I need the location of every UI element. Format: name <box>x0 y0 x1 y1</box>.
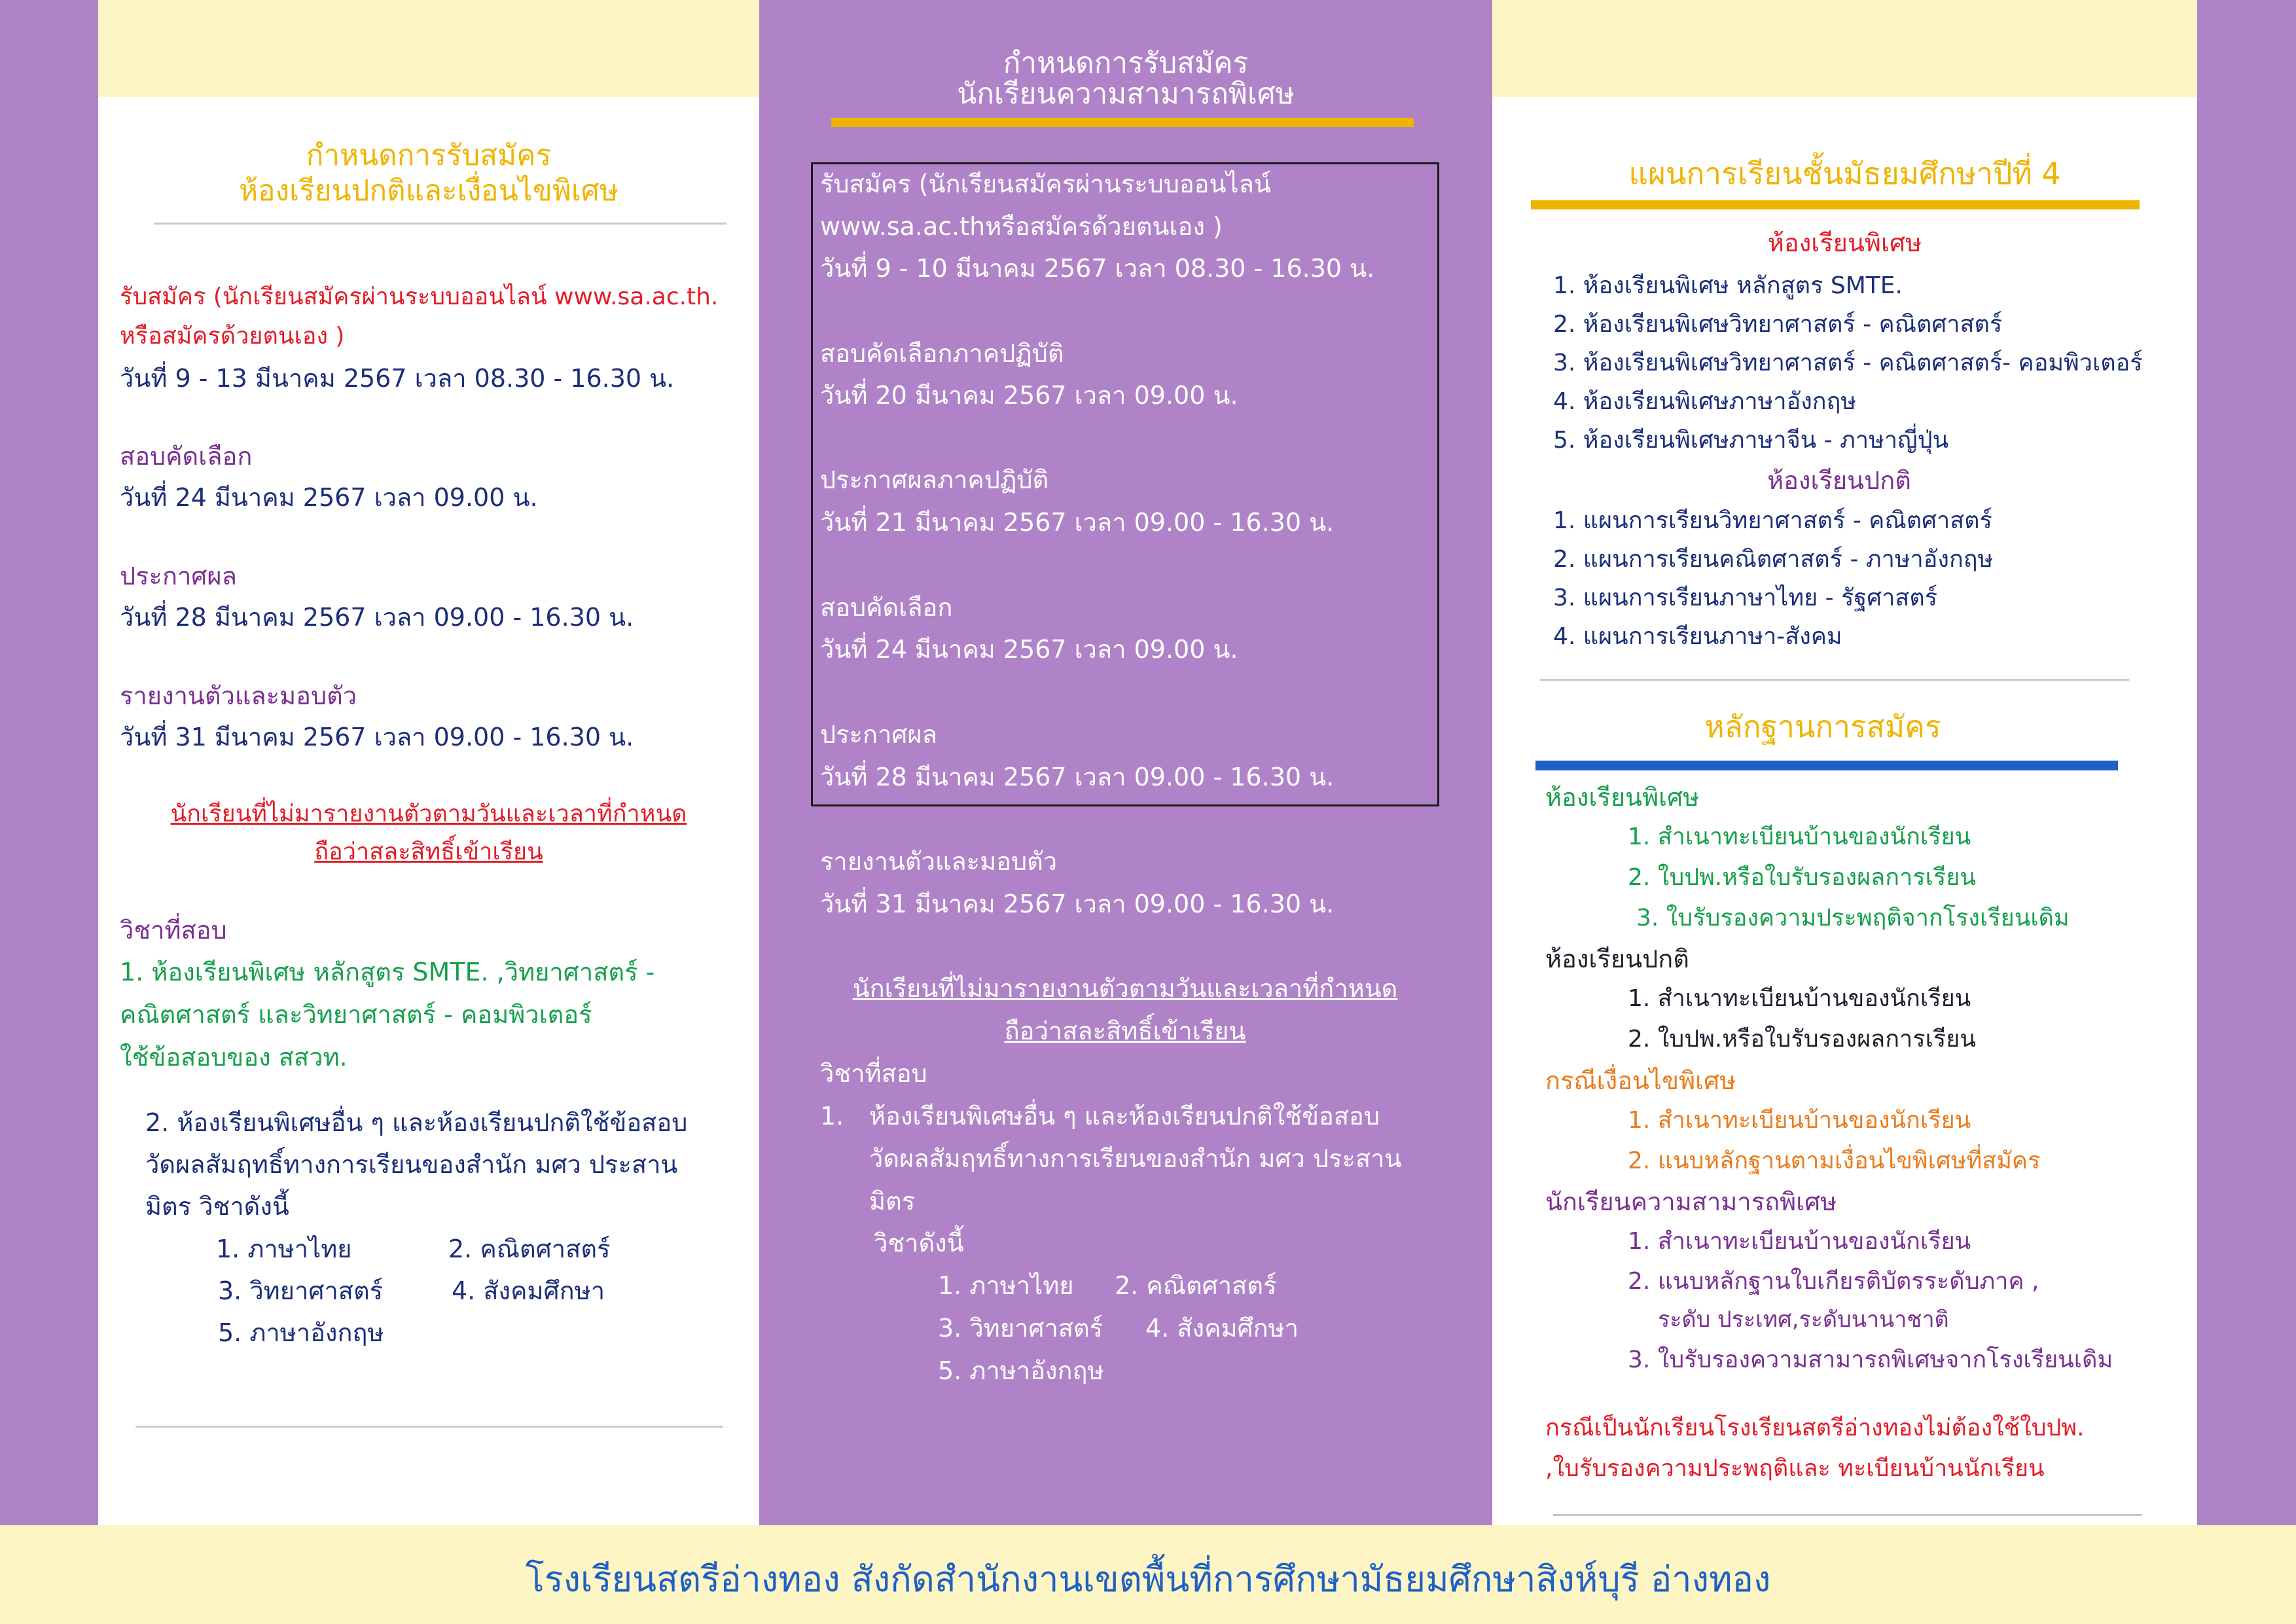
right-regular-item-2: 2. แผนการเรียนคณิตศาสตร์ - ภาษาอังกฤษ <box>1553 546 1994 573</box>
middle-subject-science: 3. วิทยาศาสตร์ <box>938 1314 1103 1343</box>
left-subject-math: 2. คณิตศาสตร์ <box>448 1235 611 1263</box>
right-docs-condition-label: กรณีเงื่อนไขพิเศษ <box>1545 1066 1736 1095</box>
right-docs-special-label: ห้องเรียนพิเศษ <box>1545 783 1700 812</box>
middle-title-line2: นักเรียนความสามารถพิเศษ <box>957 77 1295 111</box>
right-special-item-2: 2. ห้องเรียนพิเศษวิทยาศาสตร์ - คณิตศาสตร์ <box>1553 311 2003 338</box>
middle-exam-label: สอบคัดเลือก <box>820 593 953 622</box>
middle-subject-thai: 1. ภาษาไทย <box>938 1271 1074 1300</box>
left-subject-social: 4. สังคมศึกษา <box>452 1276 605 1305</box>
right-middle-divider <box>1540 679 2129 681</box>
right-regular-heading: ห้องเรียนปกติ <box>1767 466 1911 495</box>
right-docs-title-underline <box>1535 761 2118 770</box>
right-special-item-4: 4. ห้องเรียนพิเศษภาษาอังกฤษ <box>1553 388 1857 415</box>
right-docs-talent-item-3: 3. ใบรับรองความสามารถพิเศษจากโรงเรียนเดิม <box>1628 1346 2113 1373</box>
left-s2-line2: วัดผลสัมฤทธิ์ทางการเรียนของสำนัก มศว ประสาน <box>145 1150 678 1179</box>
middle-warning-line1: นักเรียนที่ไม่มารายงานตัวตามวันและเวลาที่กำหนด <box>852 974 1398 1003</box>
right-docs-talent-label: นักเรียนความสามารถพิเศษ <box>1545 1187 1837 1216</box>
left-title-divider <box>154 223 726 225</box>
middle-exam-date: วันที่ 24 มีนาคม 2567 เวลา 09.00 น. <box>820 635 1238 664</box>
left-exam-label: สอบคัดเลือก <box>120 442 253 471</box>
middle-subject-english: 5. ภาษาอังกฤษ <box>938 1356 1104 1385</box>
left-s2-line3: มิตร วิชาดังนี้ <box>145 1192 289 1221</box>
right-docs-regular-item-2: 2. ใบปพ.หรือใบรับรองผลการเรียน <box>1628 1026 1976 1053</box>
right-docs-condition-item-1: 1. สำเนาทะเบียนบ้านของนักเรียน <box>1628 1107 1971 1134</box>
right-docs-condition-item-2: 2. แนบหลักฐานตามเงื่อนไขพิเศษที่สมัคร <box>1628 1147 2041 1174</box>
middle-apply-line1: รับสมัคร (นักเรียนสมัครผ่านระบบออนไลน์ <box>820 170 1271 198</box>
right-docs-talent-item-1: 1. สำเนาทะเบียนบ้านของนักเรียน <box>1628 1228 1971 1255</box>
left-warning-line1: นักเรียนที่ไม่มารายงานตัวตามวันและเวลาที่กำหนด <box>170 801 687 827</box>
middle-apply-date: วันที่ 9 - 10 มีนาคม 2567 เวลา 08.30 - 16.30 น. <box>820 254 1375 283</box>
right-special-item-1: 1. ห้องเรียนพิเศษ หลักสูตร SMTE. <box>1553 272 1903 299</box>
left-report-date: วันที่ 31 มีนาคม 2567 เวลา 09.00 - 16.30 น. <box>120 723 634 751</box>
left-announce-date: วันที่ 28 มีนาคม 2567 เวลา 09.00 - 16.30 น. <box>120 603 634 632</box>
left-edge-band <box>0 0 98 1525</box>
footer-school-name: โรงเรียนสตรีอ่างทอง สังกัดสำนักงานเขตพื้นที่การศึกษามัธยมศึกษาสิงห์บุรี อ่างทอง <box>525 1559 1771 1600</box>
middle-subjects-number: 1. <box>820 1102 844 1130</box>
right-note-line2: ,ใบรับรองความประพฤติและ ทะเบียนบ้านนักเรียน <box>1545 1455 2045 1482</box>
right-special-item-5: 5. ห้องเรียนพิเศษภาษาจีน - ภาษาญี่ปุ่น <box>1553 427 1949 454</box>
left-subject-english: 5. ภาษาอังกฤษ <box>218 1318 384 1347</box>
middle-title-line1: กำหนดการรับสมัคร <box>1003 46 1249 80</box>
right-plan-title: แผนการเรียนชั้นมัธยมศึกษาปีที่ 4 <box>1628 156 2061 191</box>
left-bottom-divider <box>135 1426 723 1428</box>
middle-announce-label: ประกาศผล <box>820 720 937 749</box>
right-docs-title: หลักฐานการสมัคร <box>1704 709 1941 744</box>
left-apply-label-b: หรือสมัครด้วยตนเอง ) <box>120 323 345 350</box>
right-docs-regular-label: ห้องเรียนปกติ <box>1545 945 1689 973</box>
left-apply-date: วันที่ 9 - 13 มีนาคม 2567 เวลา 08.30 - 16.30 น. <box>120 364 675 393</box>
middle-subject-math: 2. คณิตศาสตร์ <box>1115 1271 1277 1300</box>
right-docs-talent-item-2-cont: ระดับ ประเทศ,ระดับนานาชาติ <box>1658 1307 1949 1333</box>
left-subjects-label: วิชาที่สอบ <box>120 916 227 945</box>
right-regular-item-3: 3. แผนการเรียนภาษาไทย - รัฐศาสตร์ <box>1553 585 1938 611</box>
right-regular-item-1: 1. แผนการเรียนวิทยาศาสตร์ - คณิตศาสตร์ <box>1553 507 1992 534</box>
right-edge-band <box>2197 0 2296 1525</box>
right-plan-title-underline <box>1531 200 2140 209</box>
right-note-line1: กรณีเป็นนักเรียนโรงเรียนสตรีอ่างทองไม่ต้องใช้ใบปพ. <box>1545 1415 2085 1441</box>
right-docs-special-item-3: 3. ใบรับรองความประพฤติจากโรงเรียนเดิม <box>1636 905 2070 931</box>
left-s1-line1: 1. ห้องเรียนพิเศษ หลักสูตร SMTE. ,วิทยาศาสตร์ - <box>120 958 655 986</box>
left-subject-thai: 1. ภาษาไทย <box>216 1235 352 1263</box>
middle-s-line3: มิตร <box>869 1187 916 1216</box>
middle-subjects-label: วิชาที่สอบ <box>820 1059 927 1088</box>
left-title-line2: ห้องเรียนปกติและเงื่อนไขพิเศษ <box>239 174 619 208</box>
left-exam-date: วันที่ 24 มีนาคม 2567 เวลา 09.00 น. <box>120 483 538 512</box>
right-docs-special-item-2: 2. ใบปพ.หรือใบรับรองผลการเรียน <box>1628 864 1976 891</box>
middle-report-date: วันที่ 31 มีนาคม 2567 เวลา 09.00 - 16.30 น. <box>820 890 1335 918</box>
right-bottom-divider <box>1553 1514 2142 1516</box>
middle-subject-social: 4. สังคมศึกษา <box>1145 1314 1299 1343</box>
middle-s-line1: ห้องเรียนพิเศษอื่น ๆ และห้องเรียนปกติใช้ข้อสอบ <box>869 1102 1380 1130</box>
middle-s-line4: วิชาดังนี้ <box>874 1229 964 1257</box>
left-announce-label: ประกาศผล <box>120 562 237 590</box>
left-subject-science: 3. วิทยาศาสตร์ <box>218 1276 384 1305</box>
left-s1-line2: คณิตศาสตร์ และวิทยาศาสตร์ - คอมพิวเตอร์ <box>120 1000 592 1029</box>
middle-title-underline <box>831 118 1414 127</box>
middle-s-line2: วัดผลสัมฤทธิ์ทางการเรียนของสำนัก มศว ประสาน <box>869 1144 1402 1173</box>
right-docs-talent-item-2: 2. แนบหลักฐานใบเกียรติบัตรระดับภาค , <box>1628 1268 2039 1295</box>
middle-practical-date: วันที่ 20 มีนาคม 2567 เวลา 09.00 น. <box>820 381 1238 410</box>
left-s2-line1: 2. ห้องเรียนพิเศษอื่น ๆ และห้องเรียนปกติใช้ข้อสอบ <box>145 1108 688 1137</box>
left-s1-line3: ใช้ข้อสอบของ สสวท. <box>120 1043 348 1072</box>
middle-practical-label: สอบคัดเลือกภาคปฏิบัติ <box>820 339 1064 368</box>
middle-practical-result-date: วันที่ 21 มีนาคม 2567 เวลา 09.00 - 16.30 น. <box>820 508 1335 537</box>
left-warning-line2: ถือว่าสละสิทธิ์เข้าเรียน <box>314 839 543 865</box>
middle-announce-date: วันที่ 28 มีนาคม 2567 เวลา 09.00 - 16.30 น. <box>820 763 1335 791</box>
right-regular-item-4: 4. แผนการเรียนภาษา-สังคม <box>1553 623 1842 650</box>
middle-practical-result-label: ประกาศผลภาคปฏิบัติ <box>820 465 1049 494</box>
middle-report-label: รายงานตัวและมอบตัว <box>820 847 1058 876</box>
right-docs-special-item-1: 1. สำเนาทะเบียนบ้านของนักเรียน <box>1628 823 1971 850</box>
left-report-label: รายงานตัวและมอบตัว <box>120 681 357 710</box>
left-title-line1: กำหนดการรับสมัคร <box>306 139 552 172</box>
middle-warning-line2: ถือว่าสละสิทธิ์เข้าเรียน <box>1004 1017 1246 1045</box>
right-docs-regular-item-1: 1. สำเนาทะเบียนบ้านของนักเรียน <box>1628 985 1971 1012</box>
right-special-item-3: 3. ห้องเรียนพิเศษวิทยาศาสตร์ - คณิตศาสตร์- คอมพิวเตอร์ <box>1553 350 2143 376</box>
middle-apply-line2: www.sa.ac.thหรือสมัครด้วยตนเอง ) <box>820 212 1223 241</box>
right-special-heading: ห้องเรียนพิเศษ <box>1767 228 1922 257</box>
left-apply-label-a: รับสมัคร (นักเรียนสมัครผ่านระบบออนไลน์ www.sa.ac.th. <box>120 283 719 310</box>
